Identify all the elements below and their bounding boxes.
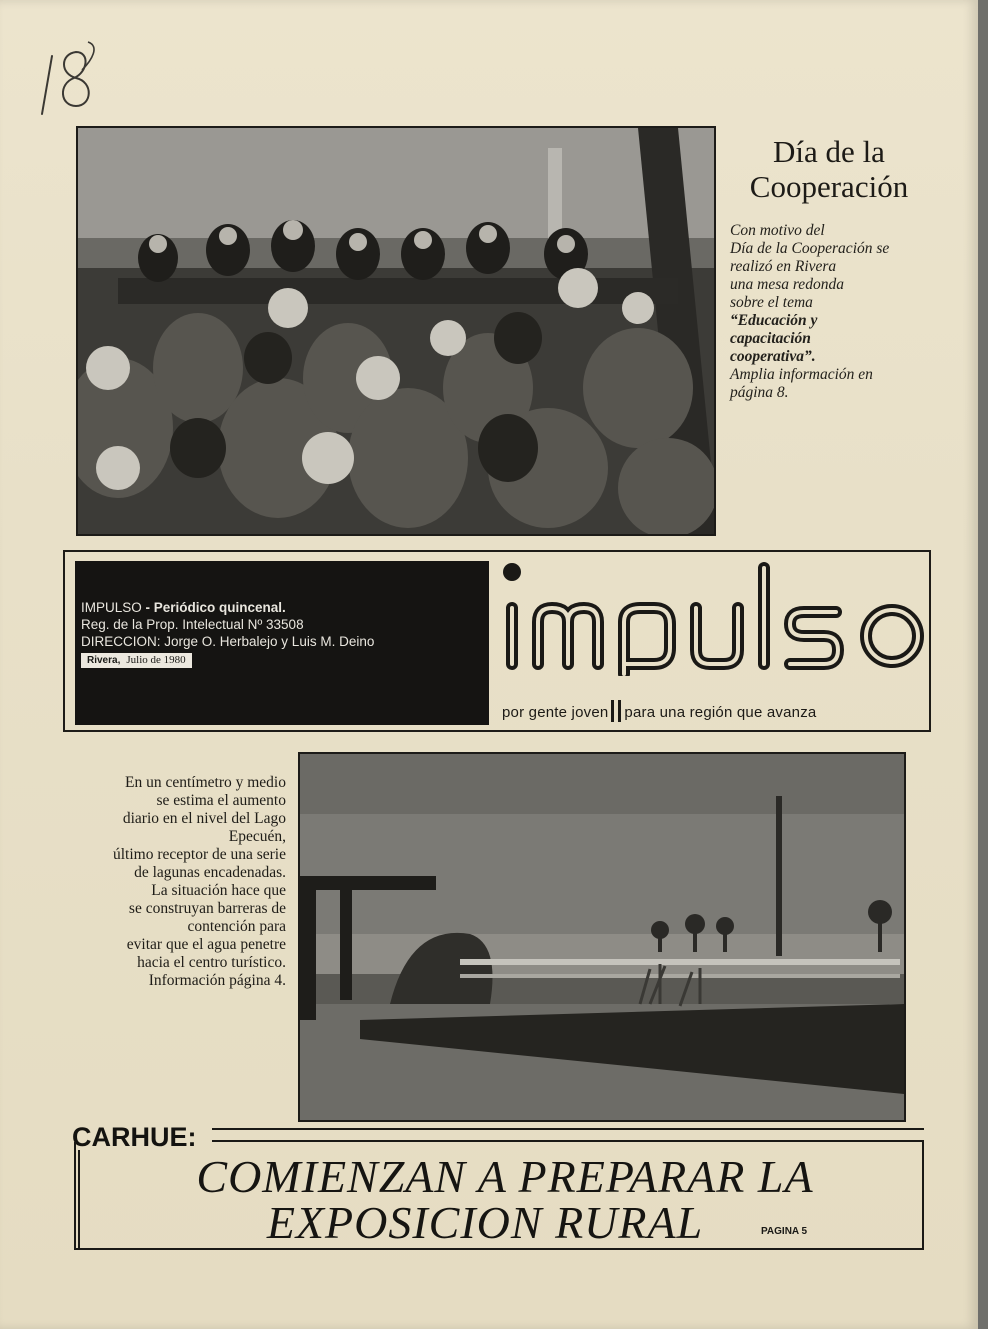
page-reference: PAGINA 5	[761, 1226, 808, 1237]
lake-caption-line: evitar que el agua penetre	[126, 936, 286, 953]
lead-caption-line: cooperativa”.	[730, 348, 816, 365]
lead-caption-line: Con motivo del	[730, 222, 825, 239]
lake-caption	[72, 774, 286, 990]
lead-caption-line: “Educación y	[730, 312, 818, 329]
masthead-location: Rivera,	[87, 655, 121, 666]
masthead-direction: DIRECCION: Jorge O. Herbalejo y Luis M. Deino	[81, 634, 375, 649]
slogan-part2: para una región que avanza	[624, 704, 817, 721]
masthead-paper-name: IMPULSO	[81, 600, 142, 615]
lead-caption-line: sobre el tema	[730, 294, 813, 311]
masthead-date: Julio de 1980	[126, 654, 186, 666]
lead-caption-line: capacitación	[730, 330, 811, 347]
lake-caption-line: último receptor de una serie	[112, 846, 286, 863]
lake-caption-line: Epecuén,	[228, 828, 286, 845]
lake-caption-line: diario en el nivel del Lago	[122, 810, 286, 827]
masthead-paper-type: - Periódico quincenal.	[141, 600, 286, 615]
lead-caption-line: Amplia información en	[730, 366, 873, 383]
lake-caption-line: Información página 4.	[148, 972, 286, 989]
slogan-divider	[611, 700, 621, 722]
lead-caption-line: Día de la Cooperación se	[730, 240, 890, 257]
masthead-line1	[81, 599, 485, 616]
lake-caption-line: se construyan barreras de	[128, 900, 286, 917]
banner-top-rules	[212, 1128, 924, 1142]
exposicion-headline-line1: COMIENZAN A PREPARAR LA	[196, 1151, 814, 1202]
lake-caption-line: contención para	[187, 918, 286, 935]
lead-caption-line: página 8.	[730, 384, 789, 401]
lake-caption-line: se estima el aumento	[156, 792, 286, 809]
page-edge-shadow	[978, 0, 988, 1329]
lead-caption-line: una mesa redonda	[730, 276, 844, 293]
lead-headline-line1: Día de la	[773, 134, 885, 169]
banner-left-rules	[74, 1150, 80, 1250]
panel-discussion-photo	[76, 126, 716, 536]
lake-caption-line: En un centímetro y medio	[125, 774, 286, 791]
lead-headline	[724, 134, 934, 204]
slogan-part1: por gente joven	[502, 704, 609, 721]
masthead-info-text	[81, 599, 485, 668]
masthead-slogan	[502, 700, 928, 722]
carhue-kicker: CARHUE:	[72, 1122, 197, 1152]
masthead-registration: Reg. de la Prop. Intelectual Nº 33508	[81, 617, 304, 632]
lead-caption-line: realizó en Rivera	[730, 258, 837, 275]
lake-caption-line: de lagunas encadenadas.	[134, 864, 286, 881]
impulso-logo	[498, 560, 926, 676]
lead-headline-line2: Cooperación	[749, 169, 909, 204]
lakeside-photo	[298, 752, 906, 1122]
exposicion-headline-line2: EXPOSICION RURAL	[266, 1197, 704, 1248]
handwritten-number	[38, 40, 108, 120]
lead-caption	[730, 222, 946, 402]
lake-caption-line: La situación hace que	[151, 882, 286, 899]
lake-caption-line: hacia el centro turístico.	[137, 954, 286, 971]
masthead-date-box	[81, 653, 192, 668]
